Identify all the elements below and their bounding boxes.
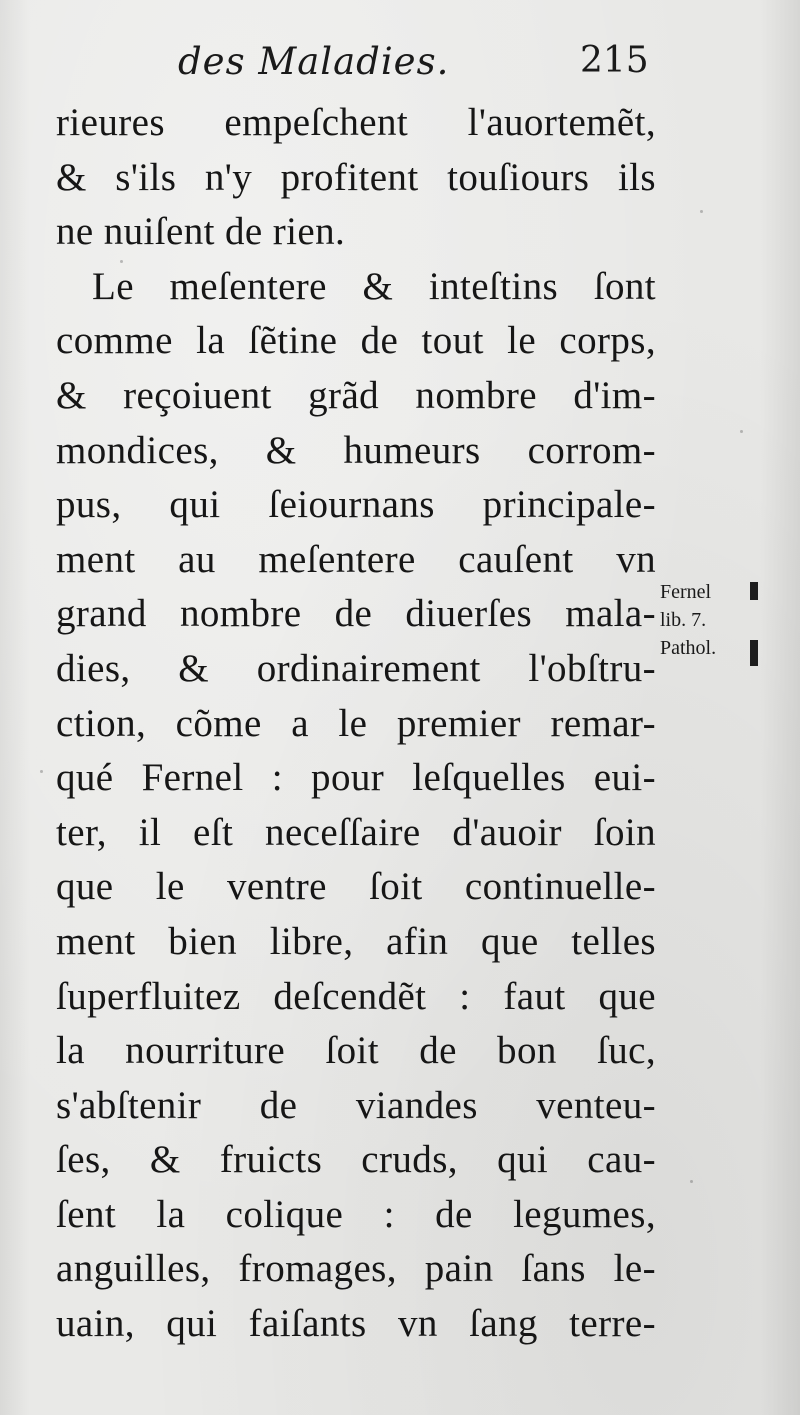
- running-head: des Maladies.: [178, 40, 450, 83]
- page-header: [0, 32, 800, 92]
- margin-bracket: [750, 582, 758, 600]
- text-line: ſent la colique : de legumes,: [56, 1192, 656, 1236]
- margin-bracket: [750, 640, 758, 666]
- text-line: dies, & ordinairement l'obſtru-: [56, 646, 656, 690]
- text-line: ter, il eſt neceſſaire d'auoir ſoin: [56, 810, 656, 854]
- text-line: Le meſentere & inteſtins ſont: [92, 264, 656, 308]
- text-line: ment bien libre, afin que telles: [56, 919, 656, 963]
- paper-speck: [690, 1180, 693, 1183]
- page-number: 215: [580, 40, 649, 81]
- text-line: uain, qui faiſants vn ſang terre-: [56, 1302, 656, 1346]
- text-line: s'abſtenir de viandes venteu-: [56, 1083, 656, 1127]
- text-line: & s'ils n'y profitent touſiours ils: [56, 155, 656, 199]
- margin-note-line: lib. 7.: [660, 609, 707, 631]
- text-line: & reçoiuent grãd nombre d'im-: [56, 373, 656, 417]
- text-line: pus, qui ſeiournans principale-: [56, 483, 656, 527]
- margin-note-line: Pathol.: [660, 637, 717, 659]
- text-line: grand nombre de diuerſes mala-: [56, 592, 656, 636]
- text-line: la nourriture ſoit de bon ſuc,: [56, 1029, 656, 1073]
- text-line: que le ventre ſoit continuelle-: [56, 865, 656, 909]
- body-text: [56, 96, 656, 1352]
- text-line: anguilles, fromages, pain ſans le-: [56, 1247, 656, 1291]
- paper-speck: [700, 210, 703, 213]
- text-line: mondices, & humeurs corrom-: [56, 428, 656, 472]
- text-line: ne nuiſent de rien.: [56, 210, 346, 254]
- paper-speck: [40, 770, 43, 773]
- text-line: ment au meſentere cauſent vn: [56, 537, 656, 581]
- text-line: ſes, & fruicts cruds, qui cau-: [56, 1138, 656, 1182]
- text-line: ction, cõme a le premier remar-: [56, 701, 656, 745]
- text-line: qué Fernel : pour leſquelles eui-: [56, 756, 656, 800]
- margin-note-line: Fernel: [660, 581, 712, 603]
- paper-speck: [740, 430, 743, 433]
- text-line: ſuperfluitez deſcendẽt : faut que: [56, 974, 656, 1018]
- text-line: comme la ſẽtine de tout le corps,: [56, 319, 656, 363]
- text-line: rieures empeſchent l'auortemẽt,: [56, 101, 656, 144]
